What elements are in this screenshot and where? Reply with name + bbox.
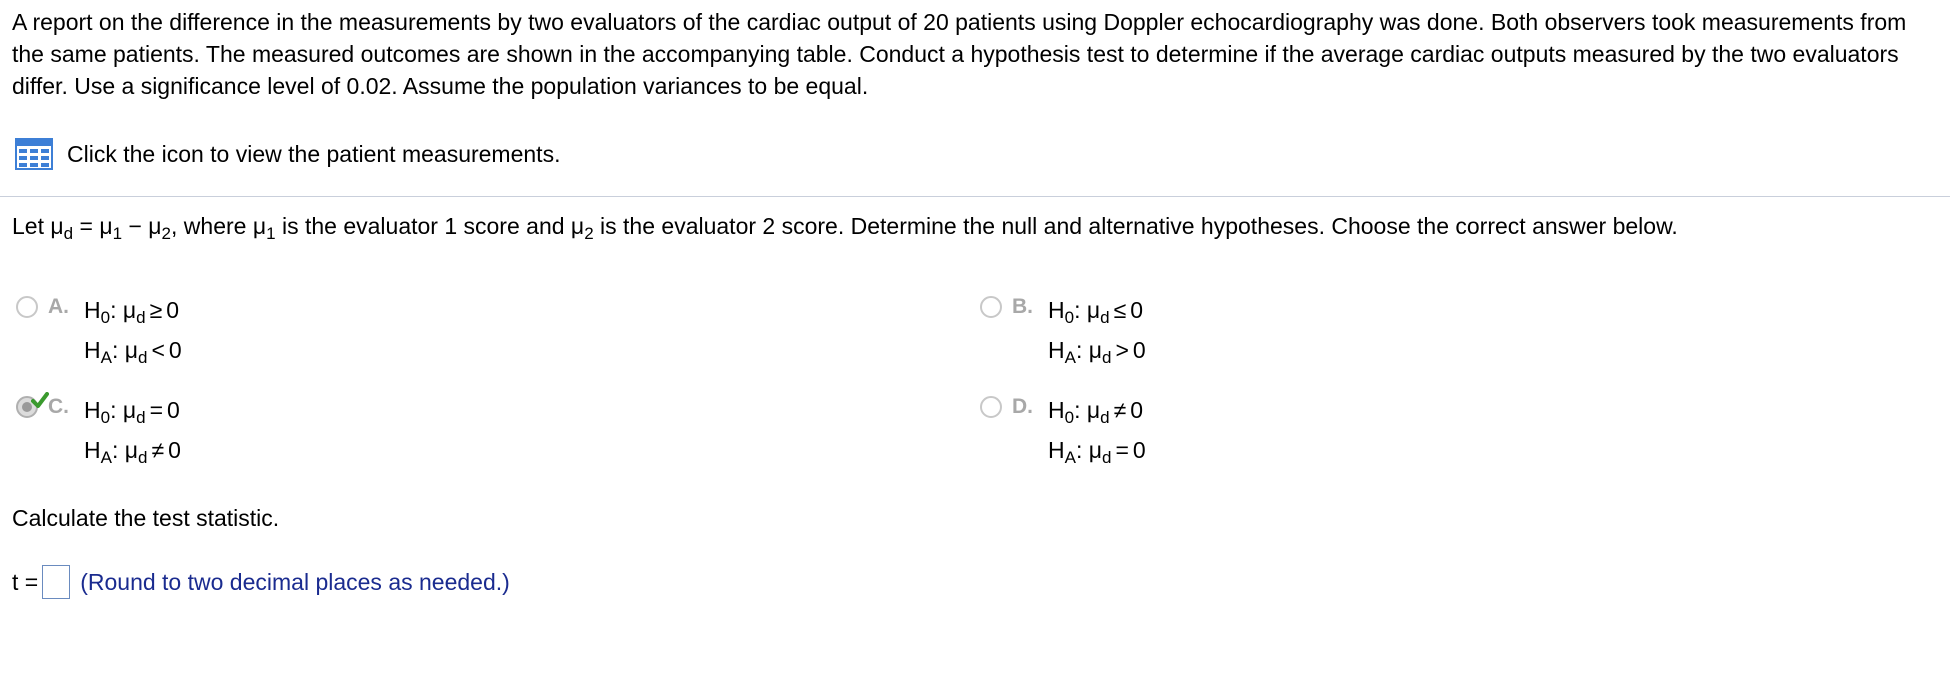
alternative-hypothesis: $H_A$: $\mu_d < 0$ — [84, 337, 182, 367]
option-a-radio[interactable] — [16, 296, 38, 318]
option-c-hypotheses — [84, 390, 181, 470]
hypothesis-prompt: Let $\mu_d = \mu_1 - \mu_2$, where $\mu_1$ is the evaluator 1 score and $\mu_2$ is the evaluator 2 score. Determine the null and alternative hypotheses. Choose the correct answer below. — [12, 213, 1678, 243]
null-hypothesis: $H_0$: $\mu_d = 0$ — [84, 397, 180, 427]
option-d[interactable] — [980, 390, 1146, 470]
null-hypothesis: $H_0$: $\mu_d \ne 0$ — [1048, 397, 1144, 427]
checkmark-icon — [31, 392, 49, 408]
option-a-letter: A. — [48, 295, 69, 318]
null-hypothesis: $H_0$: $\mu_d \le 0$ — [1048, 297, 1144, 327]
option-d-radio[interactable] — [980, 396, 1002, 418]
problem-statement: A report on the difference in the measurements by two evaluators of the cardiac output of 20 patients using Doppler echocardiography was done. Both observers took measurements from the same patients. The measured outcomes are shown in the accompanying table. Conduct a hypothesis test to determine if the average cardiac outputs measured by the two evaluators differ. Use a significance level of 0.02. Assume the population variances to be equal. — [12, 9, 1907, 99]
alternative-hypothesis: $H_A$: $\mu_d > 0$ — [1048, 337, 1146, 367]
option-b-hypotheses — [1048, 290, 1146, 370]
t-statistic-input[interactable] — [42, 565, 70, 599]
table-grid-icon[interactable] — [15, 138, 53, 170]
option-c-radio[interactable] — [16, 396, 38, 418]
t-label: t = — [12, 568, 39, 595]
option-a-hypotheses — [84, 290, 182, 370]
option-c[interactable] — [16, 390, 181, 470]
option-a[interactable] — [16, 290, 182, 370]
test-statistic-heading: Calculate the test statistic. — [12, 505, 280, 531]
null-hypothesis: $H_0$: $\mu_d \ge 0$ — [84, 297, 180, 327]
option-d-hypotheses — [1048, 390, 1146, 470]
option-b[interactable] — [980, 290, 1146, 370]
alternative-hypothesis: $H_A$: $\mu_d = 0$ — [1048, 437, 1146, 467]
view-measurements-link[interactable] — [15, 138, 560, 170]
option-d-letter: D. — [1012, 395, 1033, 418]
test-statistic-row — [12, 565, 510, 599]
option-c-letter: C. — [48, 395, 69, 418]
view-measurements-label[interactable]: Click the icon to view the patient measurements. — [67, 141, 561, 167]
section-divider — [0, 196, 1950, 197]
option-b-radio[interactable] — [980, 296, 1002, 318]
rounding-hint: (Round to two decimal places as needed.) — [80, 568, 510, 595]
alternative-hypothesis: $H_A$: $\mu_d \ne 0$ — [84, 437, 181, 467]
option-b-letter: B. — [1012, 295, 1033, 318]
